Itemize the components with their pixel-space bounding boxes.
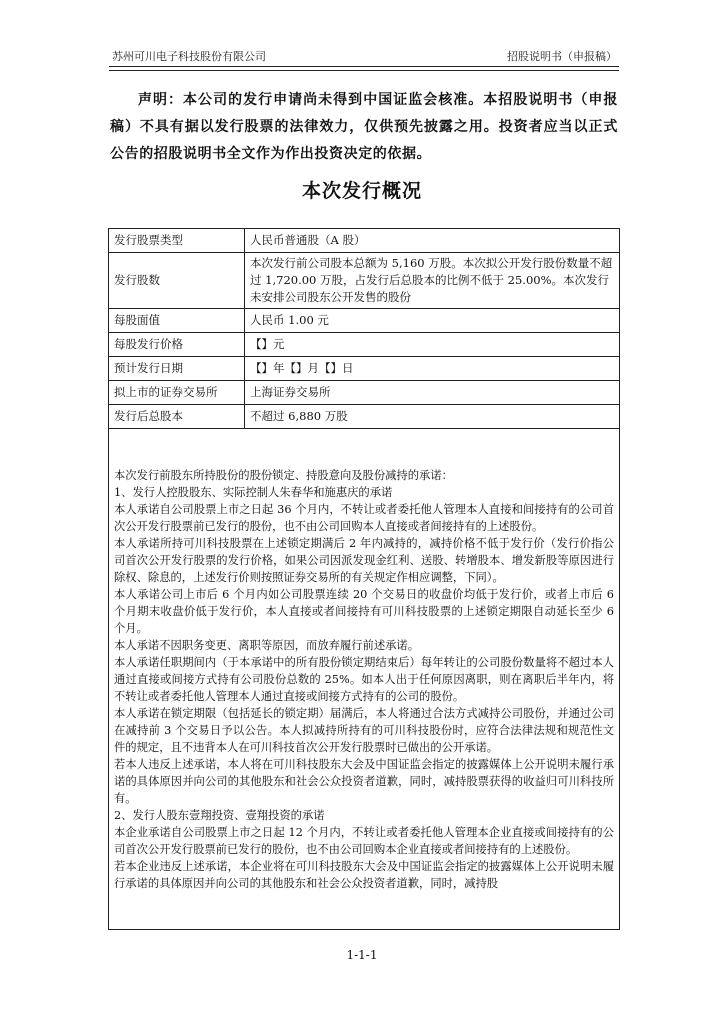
lockup-paragraph: 2、发行人股东壹翔投资、壹翔投资的承诺 bbox=[114, 808, 325, 822]
lockup-paragraph: 本人承诺公司上市后 6 个月内如公司股票连续 20 个交易日的收盘价均低于发行价，或者上市后 6 个月期末收盘价低于发行价，本人直接或者间接持有可川科技股票的上述锁定期限自动延长至少 6 个月。 bbox=[114, 587, 614, 635]
lockup-paragraph: 本人承诺不因职务变更、离职等原因，而放弃履行前述承诺。 bbox=[114, 638, 420, 652]
table-row bbox=[109, 405, 620, 429]
disclaimer-statement: 声明：本公司的发行申请尚未得到中国证监会核准。本招股说明书（申报稿）不具有据以发行股票的法律效力，仅供预先披露之用。投资者应当以正式公告的招股说明书全文作为作出投资决定的依据。 bbox=[110, 92, 618, 162]
offering-summary-table bbox=[108, 228, 620, 930]
lockup-paragraph: 本人承诺自公司股票上市之日起 36 个月内，不转让或者委托他人管理本人直接和间接持有的公司首次公开发行股票前已发行的股份，也不由公司回购本人直接或者间接持有的上述股份。 bbox=[114, 502, 614, 533]
row-label: 发行股票类型 bbox=[109, 229, 245, 253]
lockup-paragraph: 本人承诺所持可川科技股票在上述锁定期满后 2 年内减持的，减持价格不低于发行价（发行价指公司首次公开发行股票的发行价格，如果公司因派发现金红利、送股、转增股本、增发新股等原因进行除权、除息的，上述发行价则按照证券交易所的有关规定作相应调整，下同）。 bbox=[114, 536, 614, 584]
row-value: 【】元 bbox=[245, 333, 620, 357]
lockup-paragraph: 若本企业违反上述承诺，本企业将在可川科技股东大会及中国证监会指定的披露媒体上公开说明未履行承诺的具体原因并向公司的其他股东和社会公众投资者道歉，同时，减持股 bbox=[114, 859, 614, 890]
section-title: 本次发行概况 bbox=[301, 180, 422, 202]
row-label: 预计发行日期 bbox=[109, 357, 245, 381]
lockup-paragraph: 1、发行人控股股东、实际控制人朱春华和施惠庆的承诺 bbox=[114, 485, 393, 499]
row-label: 拟上市的证券交易所 bbox=[109, 381, 245, 405]
header-rule-thick bbox=[109, 66, 619, 67]
header-doc-type: 招股说明书（申报稿） bbox=[507, 50, 617, 63]
row-value: 不超过 6,880 万股 bbox=[245, 405, 620, 429]
row-value: 人民币普通股（A 股） bbox=[245, 229, 620, 253]
lockup-paragraph: 若本人违反上述承诺，本人将在可川科技股东大会及中国证监会指定的披露媒体上公开说明未履行承诺的具体原因并向公司的其他股东和社会公众投资者道歉，同时，减持股票获得的收益归可川科技所有。 bbox=[114, 757, 614, 805]
lockup-paragraph: 本人承诺任职期间内（于本承诺中的所有股份锁定期结束后）每年转让的公司股份数量将不超过本人通过直接或间接方式持有公司股份总数的 25%。如本人出于任何原因离职，则在离职后半年内，将不转让或者委托他人管理本人通过直接或间接方式持有的公司的股份。 bbox=[114, 655, 614, 703]
row-label: 发行股数 bbox=[109, 253, 245, 309]
lockup-commitments bbox=[109, 429, 620, 930]
header-company: 苏州可川电子科技股份有限公司 bbox=[112, 50, 266, 63]
row-value: 上海证券交易所 bbox=[245, 381, 620, 405]
header-rule-thin bbox=[109, 70, 619, 71]
row-value: 本次发行前公司股本总额为 5,160 万股。本次拟公开发行股份数量不超过 1,720.00 万股，占发行后总股本的比例不低于 25.00%。本次发行未安排公司股东公开发售的股份 bbox=[245, 253, 620, 309]
lockup-paragraph: 本人承诺在锁定期限（包括延长的锁定期）届满后，本人将通过合法方式减持公司股份，并通过公司在减持前 3 个交易日予以公告。本人拟减持所持有的可川科技股份时，应符合法律法规和规范性文件的规定，且不违背本人在可川科技首次公开发行股票时已做出的公开承诺。 bbox=[114, 706, 614, 754]
table-row bbox=[109, 333, 620, 357]
row-label: 每股发行价格 bbox=[109, 333, 245, 357]
row-value: 【】年【】月【】日 bbox=[245, 357, 620, 381]
table-row bbox=[109, 253, 620, 309]
lockup-paragraph: 本次发行前股东所持股份的股份锁定、持股意向及股份减持的承诺： bbox=[114, 468, 453, 482]
row-value: 人民币 1.00 元 bbox=[245, 309, 620, 333]
page-number: 1-1-1 bbox=[346, 948, 378, 962]
table-row bbox=[109, 357, 620, 381]
table-row-lockup bbox=[109, 429, 620, 930]
row-label: 发行后总股本 bbox=[109, 405, 245, 429]
table-row bbox=[109, 309, 620, 333]
lockup-paragraph: 本企业承诺自公司股票上市之日起 12 个月内，不转让或者委托他人管理本企业直接或间接持有的公司首次公开发行股票前已发行的股份，也不由公司回购本企业直接或者间接持有的上述股份。 bbox=[114, 825, 614, 856]
table-row bbox=[109, 381, 620, 405]
table-row bbox=[109, 229, 620, 253]
row-label: 每股面值 bbox=[109, 309, 245, 333]
